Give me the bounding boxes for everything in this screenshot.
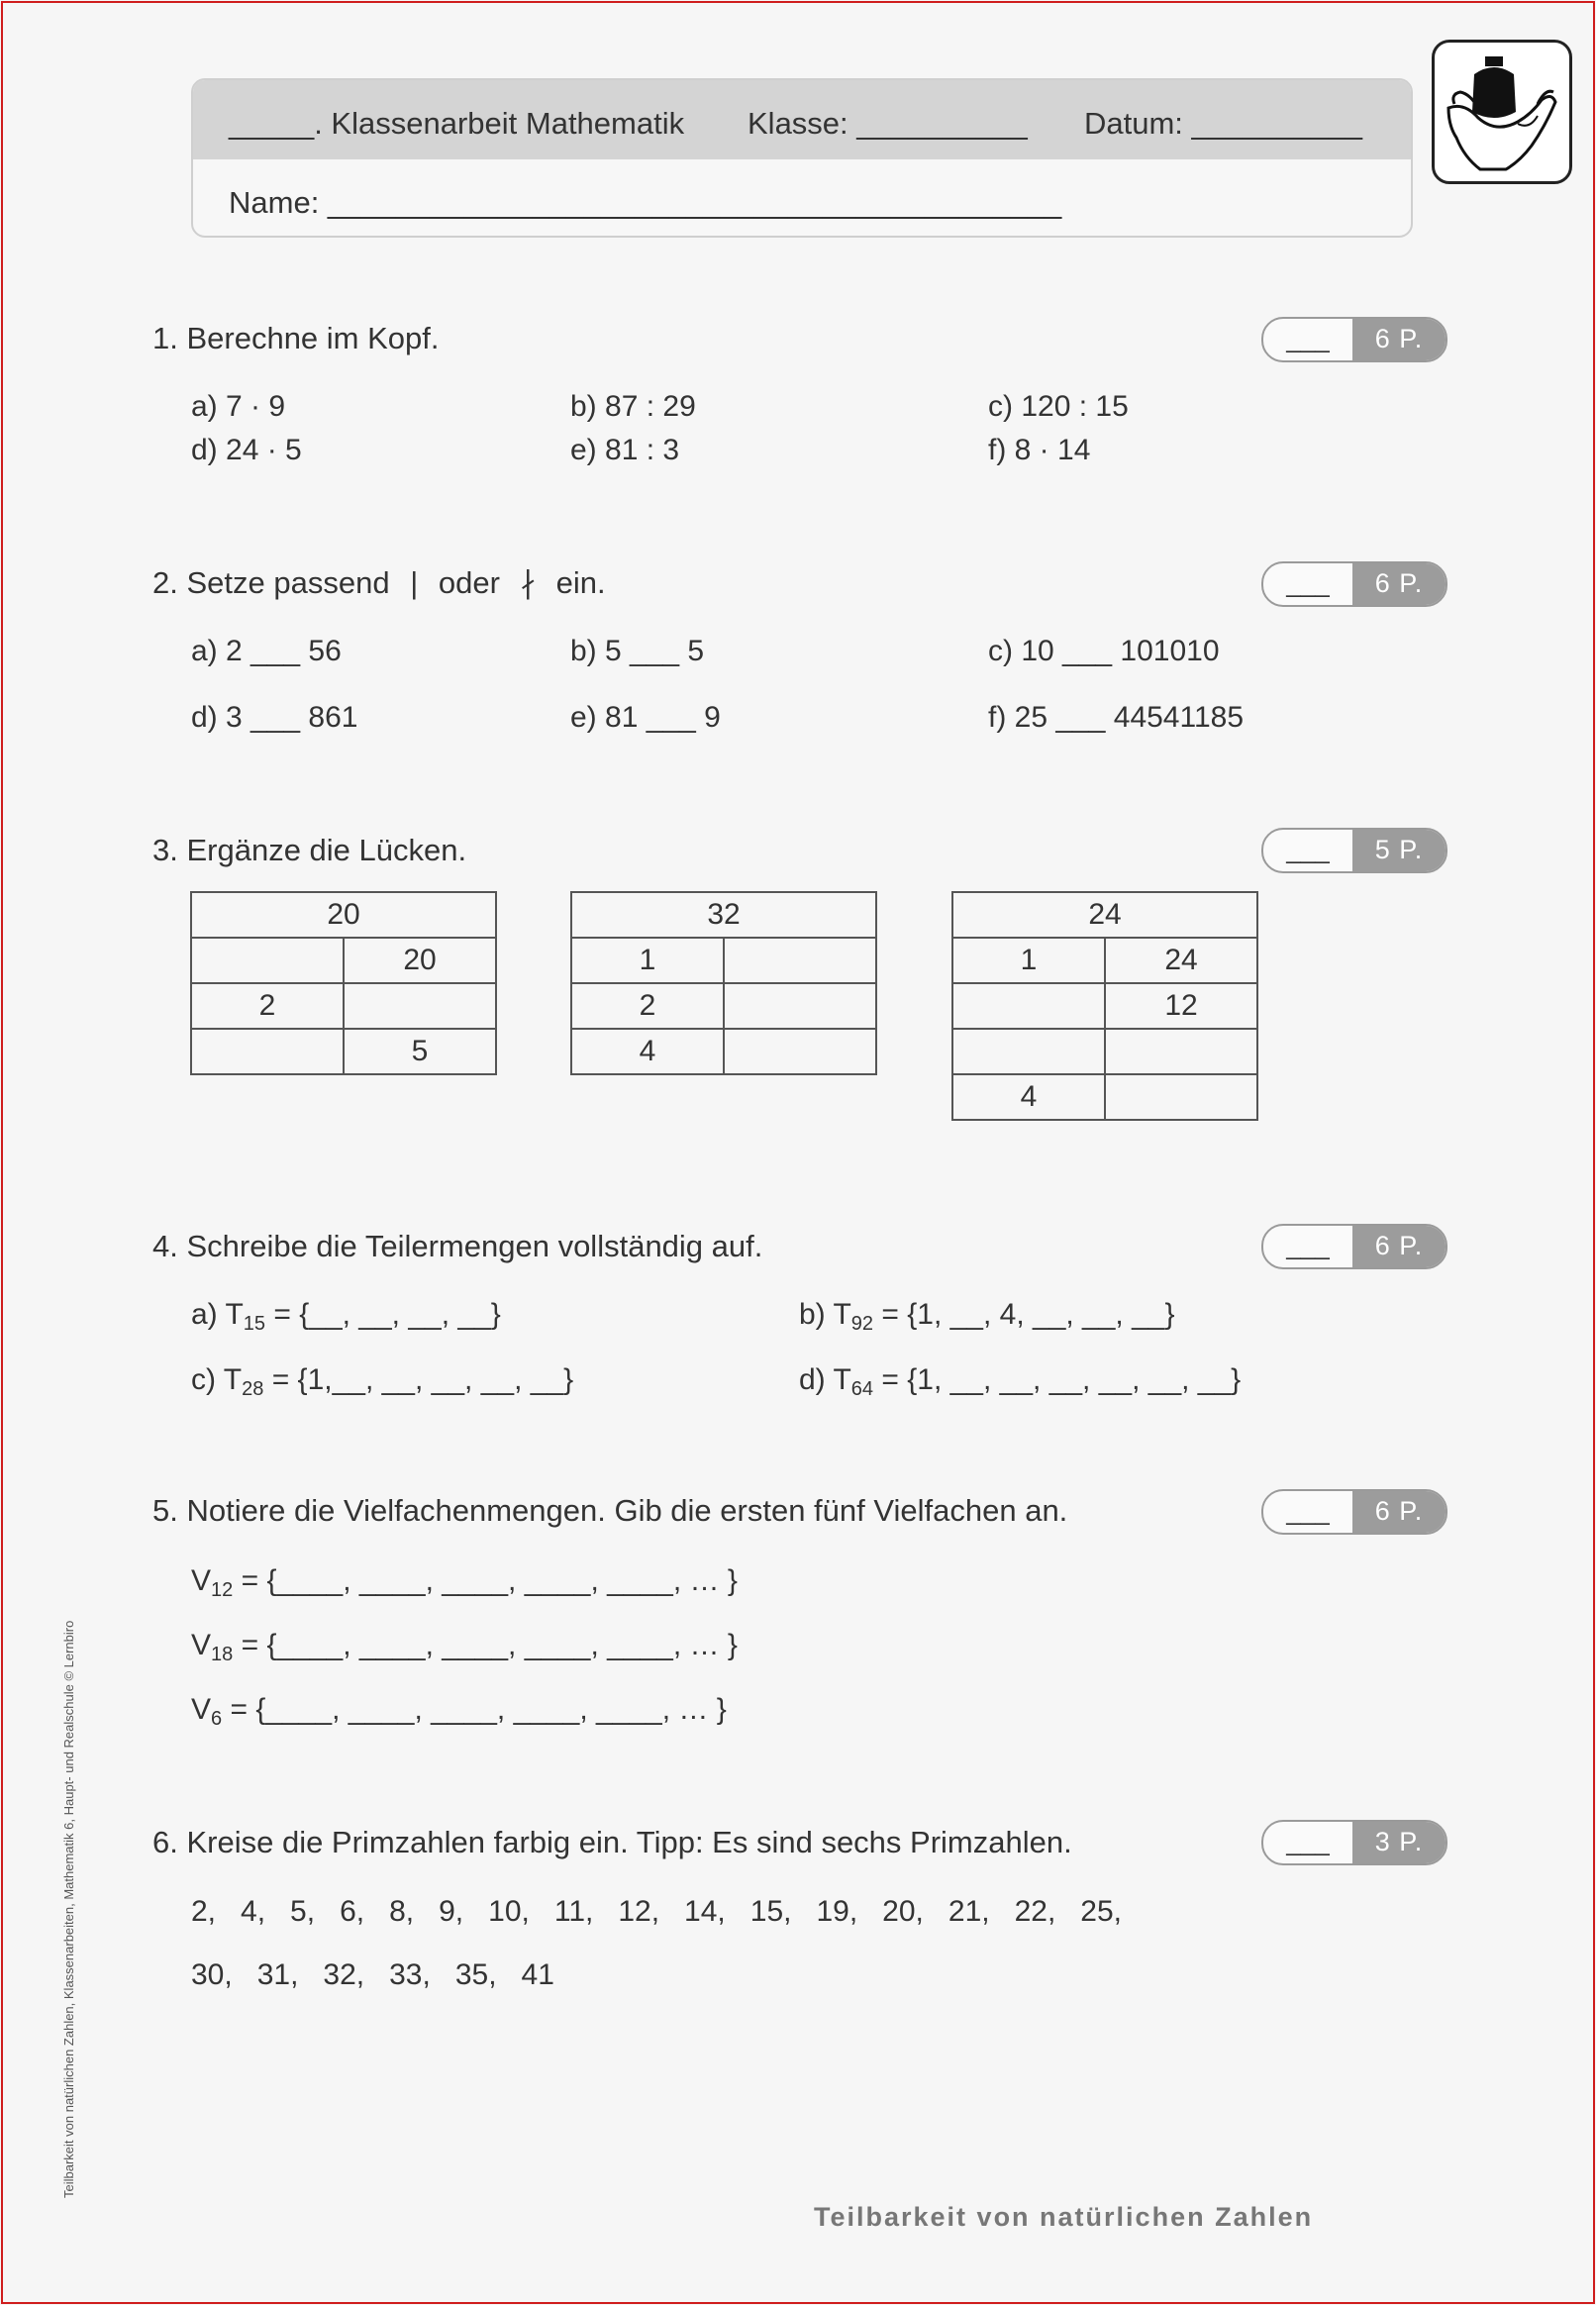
date-field: Datum: __________	[1084, 106, 1362, 141]
task-5-item-1	[191, 1564, 738, 1601]
points-value: 5 P.	[1352, 830, 1446, 871]
task-5-title: 5. Notiere die Vielfachenmengen. Gib die ersten fünf Vielfachen an.	[152, 1493, 1068, 1528]
set-content: = {____, ____, ____, ____, ____, … }	[233, 1629, 738, 1661]
task-3-title: 3. Ergänze die Lücken.	[152, 833, 467, 867]
set-content: = {1,__, __, __, __, __}	[263, 1363, 574, 1396]
task-5-points	[1261, 1489, 1447, 1535]
set-index: 15	[243, 1313, 266, 1335]
class-field: Klasse: __________	[748, 106, 1028, 141]
task-4-item-a	[191, 1298, 501, 1335]
table-cell: 2	[571, 983, 724, 1029]
task-1-item-f: f) 8 · 14	[988, 434, 1091, 466]
set-index: 12	[211, 1579, 234, 1601]
task-2-item-c: c) 10 ___ 101010	[988, 635, 1220, 667]
task-2-item-a: a) 2 ___ 56	[191, 635, 342, 667]
task-5-item-2	[191, 1629, 738, 1665]
set-content: = {1, __, __, __, __, __, __}	[873, 1363, 1242, 1396]
table-cell: 1	[952, 938, 1105, 983]
points-blank: ___	[1286, 1827, 1330, 1856]
table-cell: 24	[1105, 938, 1257, 983]
task-2-title-or: oder	[438, 565, 500, 600]
not-divides-symbol: ∤	[520, 565, 537, 600]
task-2-title-end: ein.	[555, 565, 606, 600]
table-cell: 4	[952, 1074, 1105, 1120]
table-head: 24	[952, 892, 1257, 938]
name-field: Name: ___________________________________________	[229, 185, 1062, 220]
set-content: = {____, ____, ____, ____, ____, … }	[222, 1693, 727, 1726]
set-label: a) T	[191, 1298, 244, 1331]
table-cell	[344, 983, 496, 1029]
task-2-item-d: d) 3 ___ 861	[191, 701, 358, 734]
points-value: 6 P.	[1352, 1226, 1446, 1267]
divisor-table-3	[951, 891, 1258, 1121]
task-6-points	[1261, 1820, 1447, 1865]
task-1-item-d: d) 24 · 5	[191, 434, 302, 466]
points-blank: ___	[1286, 1231, 1330, 1260]
set-index: 28	[242, 1378, 264, 1400]
set-index: 18	[211, 1644, 234, 1665]
task-1-item-b: b) 87 : 29	[570, 390, 696, 423]
points-value: 6 P.	[1352, 319, 1446, 360]
table-cell: 12	[1105, 983, 1257, 1029]
hand-holding-weight-icon	[1432, 40, 1572, 184]
task-4-title: 4. Schreibe die Teilermengen vollständig auf.	[152, 1229, 763, 1263]
points-blank: ___	[1286, 1496, 1330, 1526]
table-head: 20	[191, 892, 496, 938]
exam-header	[191, 78, 1413, 238]
task-2-points	[1261, 561, 1447, 607]
table-cell: 1	[571, 938, 724, 983]
set-index: 64	[850, 1378, 874, 1400]
set-content: = {____, ____, ____, ____, ____, … }	[233, 1564, 738, 1597]
divides-symbol: |	[410, 565, 419, 600]
task-1-item-e: e) 81 : 3	[570, 434, 680, 466]
points-blank: ___	[1286, 835, 1330, 864]
table-cell: 20	[344, 938, 496, 983]
table-cell	[724, 983, 876, 1029]
task-1-title: 1. Berechne im Kopf.	[152, 321, 440, 355]
set-content: = {__, __, __, __}	[265, 1298, 501, 1331]
set-index: 92	[850, 1313, 874, 1335]
task-1-points	[1261, 317, 1447, 362]
table-cell	[724, 1029, 876, 1074]
divisor-table-1	[190, 891, 497, 1075]
table-cell: 5	[344, 1029, 496, 1074]
task-1-item-c: c) 120 : 15	[988, 390, 1129, 423]
points-value: 3 P.	[1352, 1822, 1446, 1863]
table-cell	[1105, 1074, 1257, 1120]
table-cell	[952, 983, 1105, 1029]
points-blank: ___	[1286, 568, 1330, 598]
task-6-title: 6. Kreise die Primzahlen farbig ein. Tipp: Es sind sechs Primzahlen.	[152, 1825, 1072, 1859]
divisor-table-2	[570, 891, 877, 1075]
set-label: b) T	[799, 1298, 851, 1331]
footer-title: Teilbarkeit von natürlichen Zahlen	[814, 2202, 1314, 2232]
set-index: 6	[211, 1708, 223, 1730]
task-2-item-b: b) 5 ___ 5	[570, 635, 705, 667]
header-top-bar	[193, 80, 1411, 159]
task-2-title	[152, 565, 606, 601]
task-4-item-c	[191, 1363, 574, 1400]
task-2-item-e: e) 81 ___ 9	[570, 701, 721, 734]
table-cell: 2	[191, 983, 344, 1029]
set-label: c) T	[191, 1363, 243, 1396]
side-copyright-text: Teilbarkeit von natürlichen Zahlen, Klassenarbeiten, Mathematik 6, Haupt- und Realschule © Lernbiro	[61, 1620, 76, 2198]
task-3-points	[1261, 828, 1447, 873]
task-4-item-d	[799, 1363, 1242, 1400]
table-cell	[191, 938, 344, 983]
set-label: d) T	[799, 1363, 851, 1396]
task-1-item-a: a) 7 · 9	[191, 390, 286, 423]
table-cell: 4	[571, 1029, 724, 1074]
prime-numbers-line-1: 2, 4, 5, 6, 8, 9, 10, 11, 12, 14, 15, 19, 20, 21, 22, 25,	[191, 1895, 1123, 1928]
table-cell	[952, 1029, 1105, 1074]
set-label: V	[191, 1564, 212, 1597]
task-5-item-3	[191, 1693, 727, 1730]
set-label: V	[191, 1693, 212, 1726]
task-2-title-start: 2. Setze passend	[152, 565, 390, 600]
set-content: = {1, __, 4, __, __, __}	[873, 1298, 1175, 1331]
prime-numbers-line-2: 30, 31, 32, 33, 35, 41	[191, 1958, 554, 1991]
points-value: 6 P.	[1352, 1491, 1446, 1533]
table-cell	[191, 1029, 344, 1074]
table-cell	[1105, 1029, 1257, 1074]
table-head: 32	[571, 892, 876, 938]
task-4-item-b	[799, 1298, 1175, 1335]
task-4-points	[1261, 1224, 1447, 1269]
points-blank: ___	[1286, 324, 1330, 353]
points-value: 6 P.	[1352, 563, 1446, 605]
table-cell	[724, 938, 876, 983]
task-2-item-f: f) 25 ___ 44541185	[988, 701, 1245, 734]
exam-title: _____. Klassenarbeit Mathematik	[229, 106, 685, 141]
set-label: V	[191, 1629, 212, 1661]
